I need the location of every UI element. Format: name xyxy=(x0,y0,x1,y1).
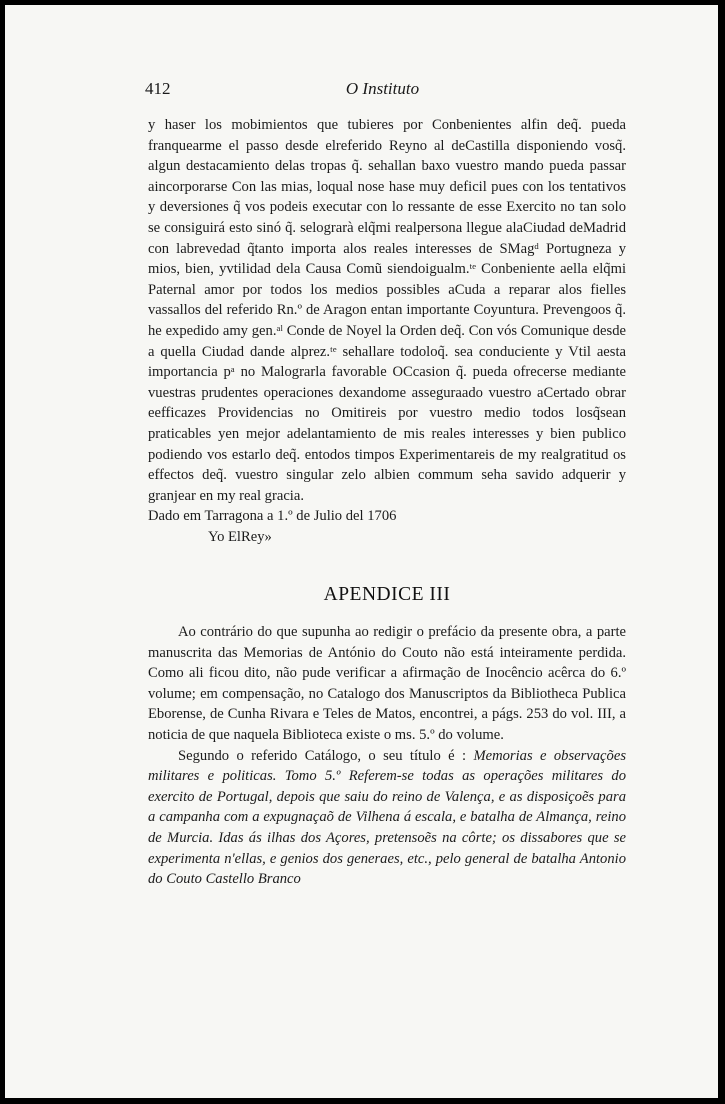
letter-signature: Yo ElRey» xyxy=(208,528,272,545)
page-number: 412 xyxy=(145,79,171,98)
letter-closing: Dado em Tarragona a 1.º de Julio del 1706 xyxy=(148,508,397,525)
page-header xyxy=(145,79,620,103)
appendix-p2-quote: Memorias e observações militares e politicas. Tomo 5.º Referem-se todas as operações militares do exercito de Portugal, depois que saiu do reino de Valença, e as disposiçoẽs para a campanha com a expugnaçaõ de Vilhena á escala, e batalha de Almança, reino de Murcia. Idas ás ilhas dos Açores, pretensoẽs na côrte; os dissabores que se experimenta n'ellas, e genios dos generaes, etc., pelo general de batalha Antonio do Couto Castello Branco xyxy=(148,747,626,888)
letter-paragraph: y haser los mobimientos que tubieres por Conbenientes alfin deq̃. pueda franquearme el passo desde elreferido Reyno al deCastilla disponiendo vosq̃. algun destacamiento delas tropas q̃. sehallan baxo vuestro mando pueda passar aincorporarse Con las mias, loqual nose hase muy deficil pues con los tentativos y deversiones q̃ vos podeis executar con lo ressante de esse Exercito no tan solo se consiguirá esto sinó q̃. selograrà elq̃mi realpersona llegue alaCiudad deMadrid con labrevedad q̃tanto importa alos reales interesses de SMagᵈ Portugneza y mios, bien, yvtilidad dela Causa Comũ siendoigualm.ᵗᵉ Conbeniente aella elq̃mi Paternal amor por todos los medios possibles aCuda a reparar alos fielles vassallos del referido Rn.º de Aragon entan importante Coyuntura. Prevengoos q̃. he expedido amy gen.ᵃˡ Conde de Noyel la Orden deq̃. Con vós Comunique desde a quella Ciudad dande alprez.ᵗᵉ sehallare todoloq̃. sea conduciente y Vtil aesta importancia pᵃ no Malograrla favorable OCcasion q̃. pueda ofrecerse mediante vuestras prudentes operaciones dexandome asseguraado vuestro aCertado obrar eefficazes Providencias no Omitireis por vuestro medio todos losq̃sean praticables yen mejor adelantamiento de mis reales interesses y bien publico podiendo vos estarlo deq̃. entodos timpos Experimentareis de my realgratitud os effectos deq̃. vuestro singular zelo albien commum seha savido adquerir y granjear en my real gracia. xyxy=(148,117,626,504)
appendix-title: APENDICE III xyxy=(323,584,451,606)
book-page xyxy=(5,5,718,1098)
appendix-paragraph-2 xyxy=(148,746,626,890)
body-text xyxy=(148,115,626,890)
appendix-paragraph-1: Ao contrário do que supunha ao redigir o prefácio da presente obra, a parte manuscrita das Memorias de António do Couto não está inteiramente perdida. Como ali ficou dito, não pude verificar a afirmação de Inocêncio acêrca do 6.º volume; em compensação, no Catalogo dos Manuscriptos da Bibliotheca Publica Eborense, de Cunha Rivara e Teles de Matos, encontrei, a págs. 253 do vol. III, a noticia de que naquela Biblioteca existe o ms. 5.º do volume. xyxy=(148,624,626,744)
running-title: O Instituto xyxy=(345,79,420,98)
appendix-p2-intro: Segundo o referido Catálogo, o seu título é : xyxy=(178,747,467,764)
